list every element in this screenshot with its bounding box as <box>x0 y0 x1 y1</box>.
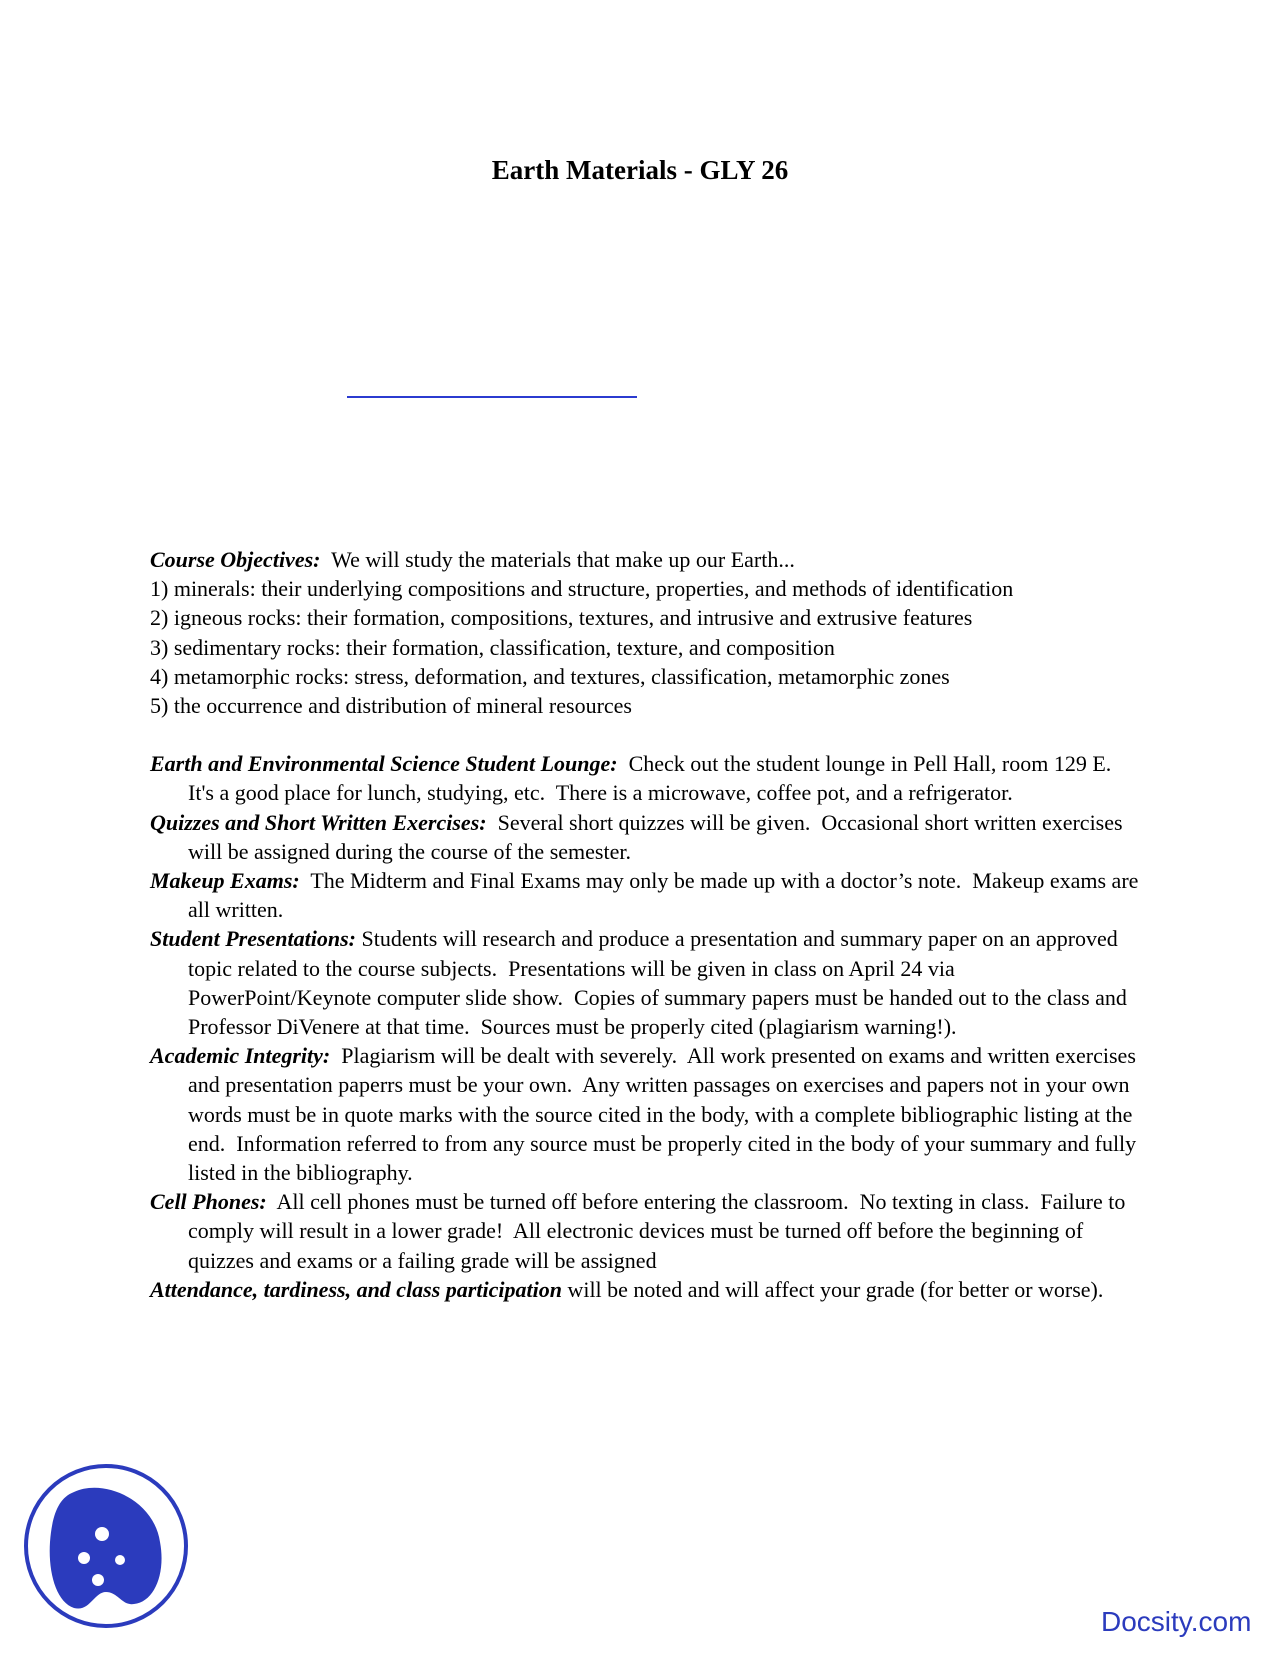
objective-item: 2) igneous rocks: their formation, compositions, textures, and intrusive and extrusive features <box>150 605 973 631</box>
section-attendance <box>150 1275 1140 1304</box>
objectives-label: Course Objectives: <box>150 547 321 572</box>
objectives-intro <box>150 545 1140 574</box>
section-label: Quizzes and Short Written Exercises: <box>150 809 487 835</box>
objective-item: 4) metamorphic rocks: stress, deformation, and textures, classification, metamorphic zones <box>150 663 950 689</box>
section-makeup-exams <box>150 866 1144 924</box>
section-academic-integrity <box>150 1041 1140 1187</box>
objective-item: 1) minerals: their underlying compositions and structure, properties, and methods of identification <box>150 576 1014 602</box>
objective-item: 5) the occurrence and distribution of mineral resources <box>150 693 632 719</box>
objectives-intro-text: We will study the materials that make up our Earth... <box>320 547 795 572</box>
document-body <box>150 545 1144 1304</box>
section-text: All cell phones must be turned off before entering the classroom. No texting in class. Failure to comply will result in a lower grade! All electronic devices must be turned off before the beginning of quizzes and exams or a failing grade will be assigned <box>188 1189 1131 1273</box>
blue-divider-line <box>347 396 637 398</box>
section-text: The Midterm and Final Exams may only be made up with a doctor’s note. Makeup exams are all written. <box>188 868 1144 923</box>
section-label: Student Presentations: <box>150 926 356 952</box>
section-label: Makeup Exams: <box>150 868 300 894</box>
section-label: Earth and Environmental Science Student Lounge: <box>150 751 618 777</box>
section-text: Students will research and produce a presentation and summary paper on an approved topic related to the course subjects. Presentations will be given in class on April 24 via PowerPoint/Keynote computer slide show. Copies of summary papers must be handed out to the class and Professor DiVenere at that time. Sources must be properly cited (plagiarism warning!). <box>188 926 1133 1040</box>
section-text: Plagiarism will be dealt with severely. All work presented on exams and written exercises and presentation paperrs must be your own. Any written passages on exercises and papers not in your own words must be in quote marks with the source cited in the body, with a complete bibliographic listing at the end. Information referred to from any source must be properly cited in the body of your summary and fully listed in the bibliography. <box>188 1043 1142 1186</box>
section-label: Attendance, tardiness, and class participation <box>150 1276 562 1302</box>
docsity-brand-link[interactable]: Docsity.com <box>1101 1606 1252 1637</box>
section-student-lounge <box>150 749 1140 807</box>
objective-item: 3) sedimentary rocks: their formation, classification, texture, and composition <box>150 634 835 660</box>
docsity-logo-icon <box>22 1462 190 1630</box>
section-label: Cell Phones: <box>150 1189 267 1215</box>
section-quizzes <box>150 808 1140 866</box>
section-cell-phones <box>150 1187 1140 1275</box>
section-student-presentations <box>150 924 1140 1041</box>
paragraph-gap <box>150 720 1140 749</box>
section-text: will be noted and will affect your grade (for better or worse). <box>561 1276 1104 1302</box>
section-text: Check out the student lounge in Pell Hall, room 129 E. It's a good place for lunch, studying, etc. There is a microwave, coffee pot, and a refrigerator. <box>188 751 1123 806</box>
document-title: Earth Materials - GLY 26 <box>491 155 789 185</box>
section-label: Academic Integrity: <box>150 1043 331 1069</box>
section-text: Several short quizzes will be given. Occasional short written exercises will be assigned during the course of the semester. <box>188 809 1129 864</box>
